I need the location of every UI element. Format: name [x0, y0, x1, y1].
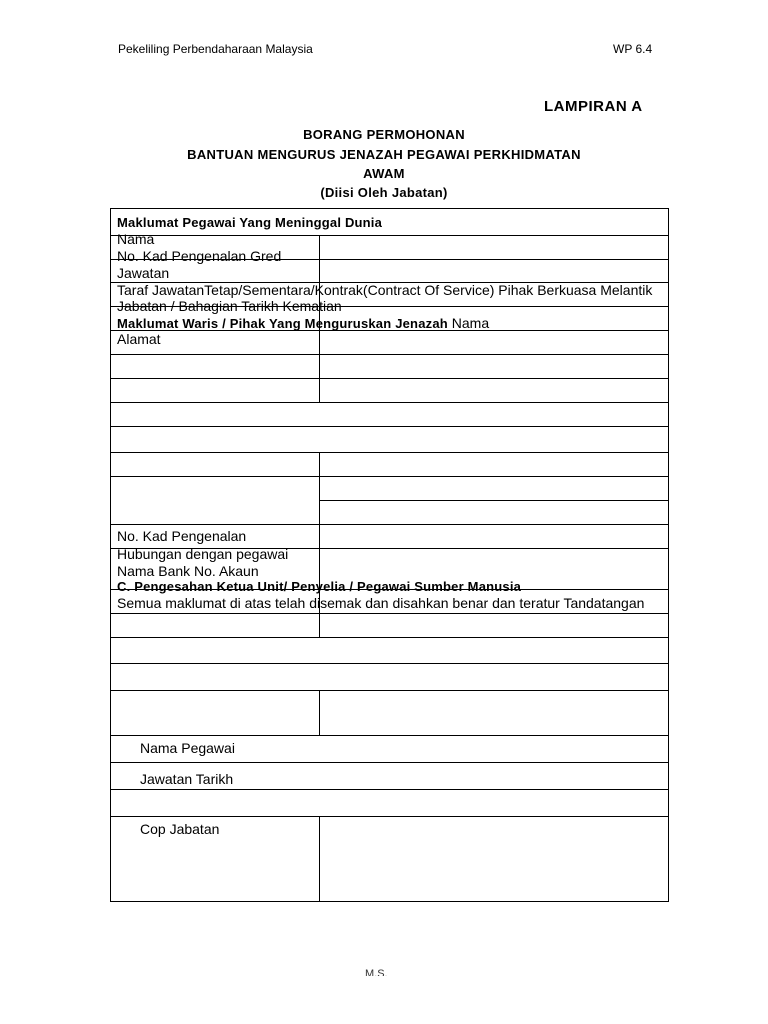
- row-divider: [110, 452, 668, 453]
- form-instruction: (Diisi Oleh Jabatan): [320, 185, 448, 200]
- label-kad-pengenalan-gred: No. Kad Pengenalan Gred: [117, 248, 282, 264]
- label-jawatan: Jawatan: [117, 265, 170, 281]
- row-divider: [110, 789, 668, 790]
- label-nama-pegawai: Nama Pegawai: [140, 740, 235, 756]
- label-waris-nama: Nama: [447, 315, 490, 331]
- row-divider: [110, 690, 668, 691]
- section-c-heading: C. Pengesahan Ketua Unit/ Penyelia / Pegawai Sumber Manusia: [117, 579, 522, 594]
- section-b-heading: Maklumat Waris / Pihak Yang Menguruskan Jenazah: [117, 316, 448, 331]
- label-hubungan: Hubungan dengan pegawai: [117, 546, 289, 562]
- document-header-title: Pekeliling Perbendaharaan Malaysia: [118, 42, 313, 56]
- row-divider: [110, 637, 668, 638]
- form-subtitle: BANTUAN MENGURUS JENAZAH PEGAWAI PERKHIDMATAN: [187, 147, 581, 162]
- label-taraf-jawatan: Taraf JawatanTetap/Sementara/Kontrak(Contract Of Service) Pihak Berkuasa Melantik: [117, 282, 653, 298]
- application-form: [110, 208, 669, 902]
- section-a-heading: Maklumat Pegawai Yang Meninggal Dunia: [117, 215, 383, 230]
- row-divider: [110, 735, 668, 736]
- label-waris-kad-pengenalan: No. Kad Pengenalan: [117, 528, 247, 544]
- document-reference: WP 6.4: [613, 42, 653, 56]
- column-divider: [319, 613, 320, 637]
- row-divider: [110, 663, 668, 664]
- row-divider: [110, 378, 668, 379]
- row-divider: [110, 816, 668, 817]
- label-nama: Nama: [117, 231, 155, 247]
- column-divider: [319, 330, 320, 402]
- row-divider: [110, 354, 668, 355]
- section-b-heading-row: [117, 315, 489, 332]
- column-divider: [319, 452, 320, 548]
- row-divider: [110, 476, 668, 477]
- row-divider: [319, 500, 668, 501]
- row-divider: [110, 613, 668, 614]
- row-divider: [110, 524, 668, 525]
- label-alamat: Alamat: [117, 331, 161, 347]
- verification-statement: Semua maklumat di atas telah disemak dan disahkan benar dan teratur Tandatangan: [117, 595, 645, 611]
- row-divider: [110, 235, 668, 236]
- row-divider: [110, 426, 668, 427]
- label-jabatan-tarikh: Jabatan / Bahagian Tarikh Kematian: [117, 298, 342, 314]
- column-divider: [319, 690, 320, 735]
- row-divider: [110, 762, 668, 763]
- page-footer: M.S.: [365, 968, 388, 976]
- appendix-label: LAMPIRAN A: [544, 98, 643, 115]
- label-jawatan-tarikh: Jawatan Tarikh: [140, 771, 234, 787]
- form-subtitle-cont: AWAM: [363, 166, 405, 181]
- form-title: BORANG PERMOHONAN: [303, 127, 465, 142]
- label-cop-jabatan: Cop Jabatan: [140, 821, 220, 837]
- row-divider: [110, 402, 668, 403]
- label-bank-akaun: Nama Bank No. Akaun: [117, 563, 259, 579]
- column-divider: [319, 816, 320, 901]
